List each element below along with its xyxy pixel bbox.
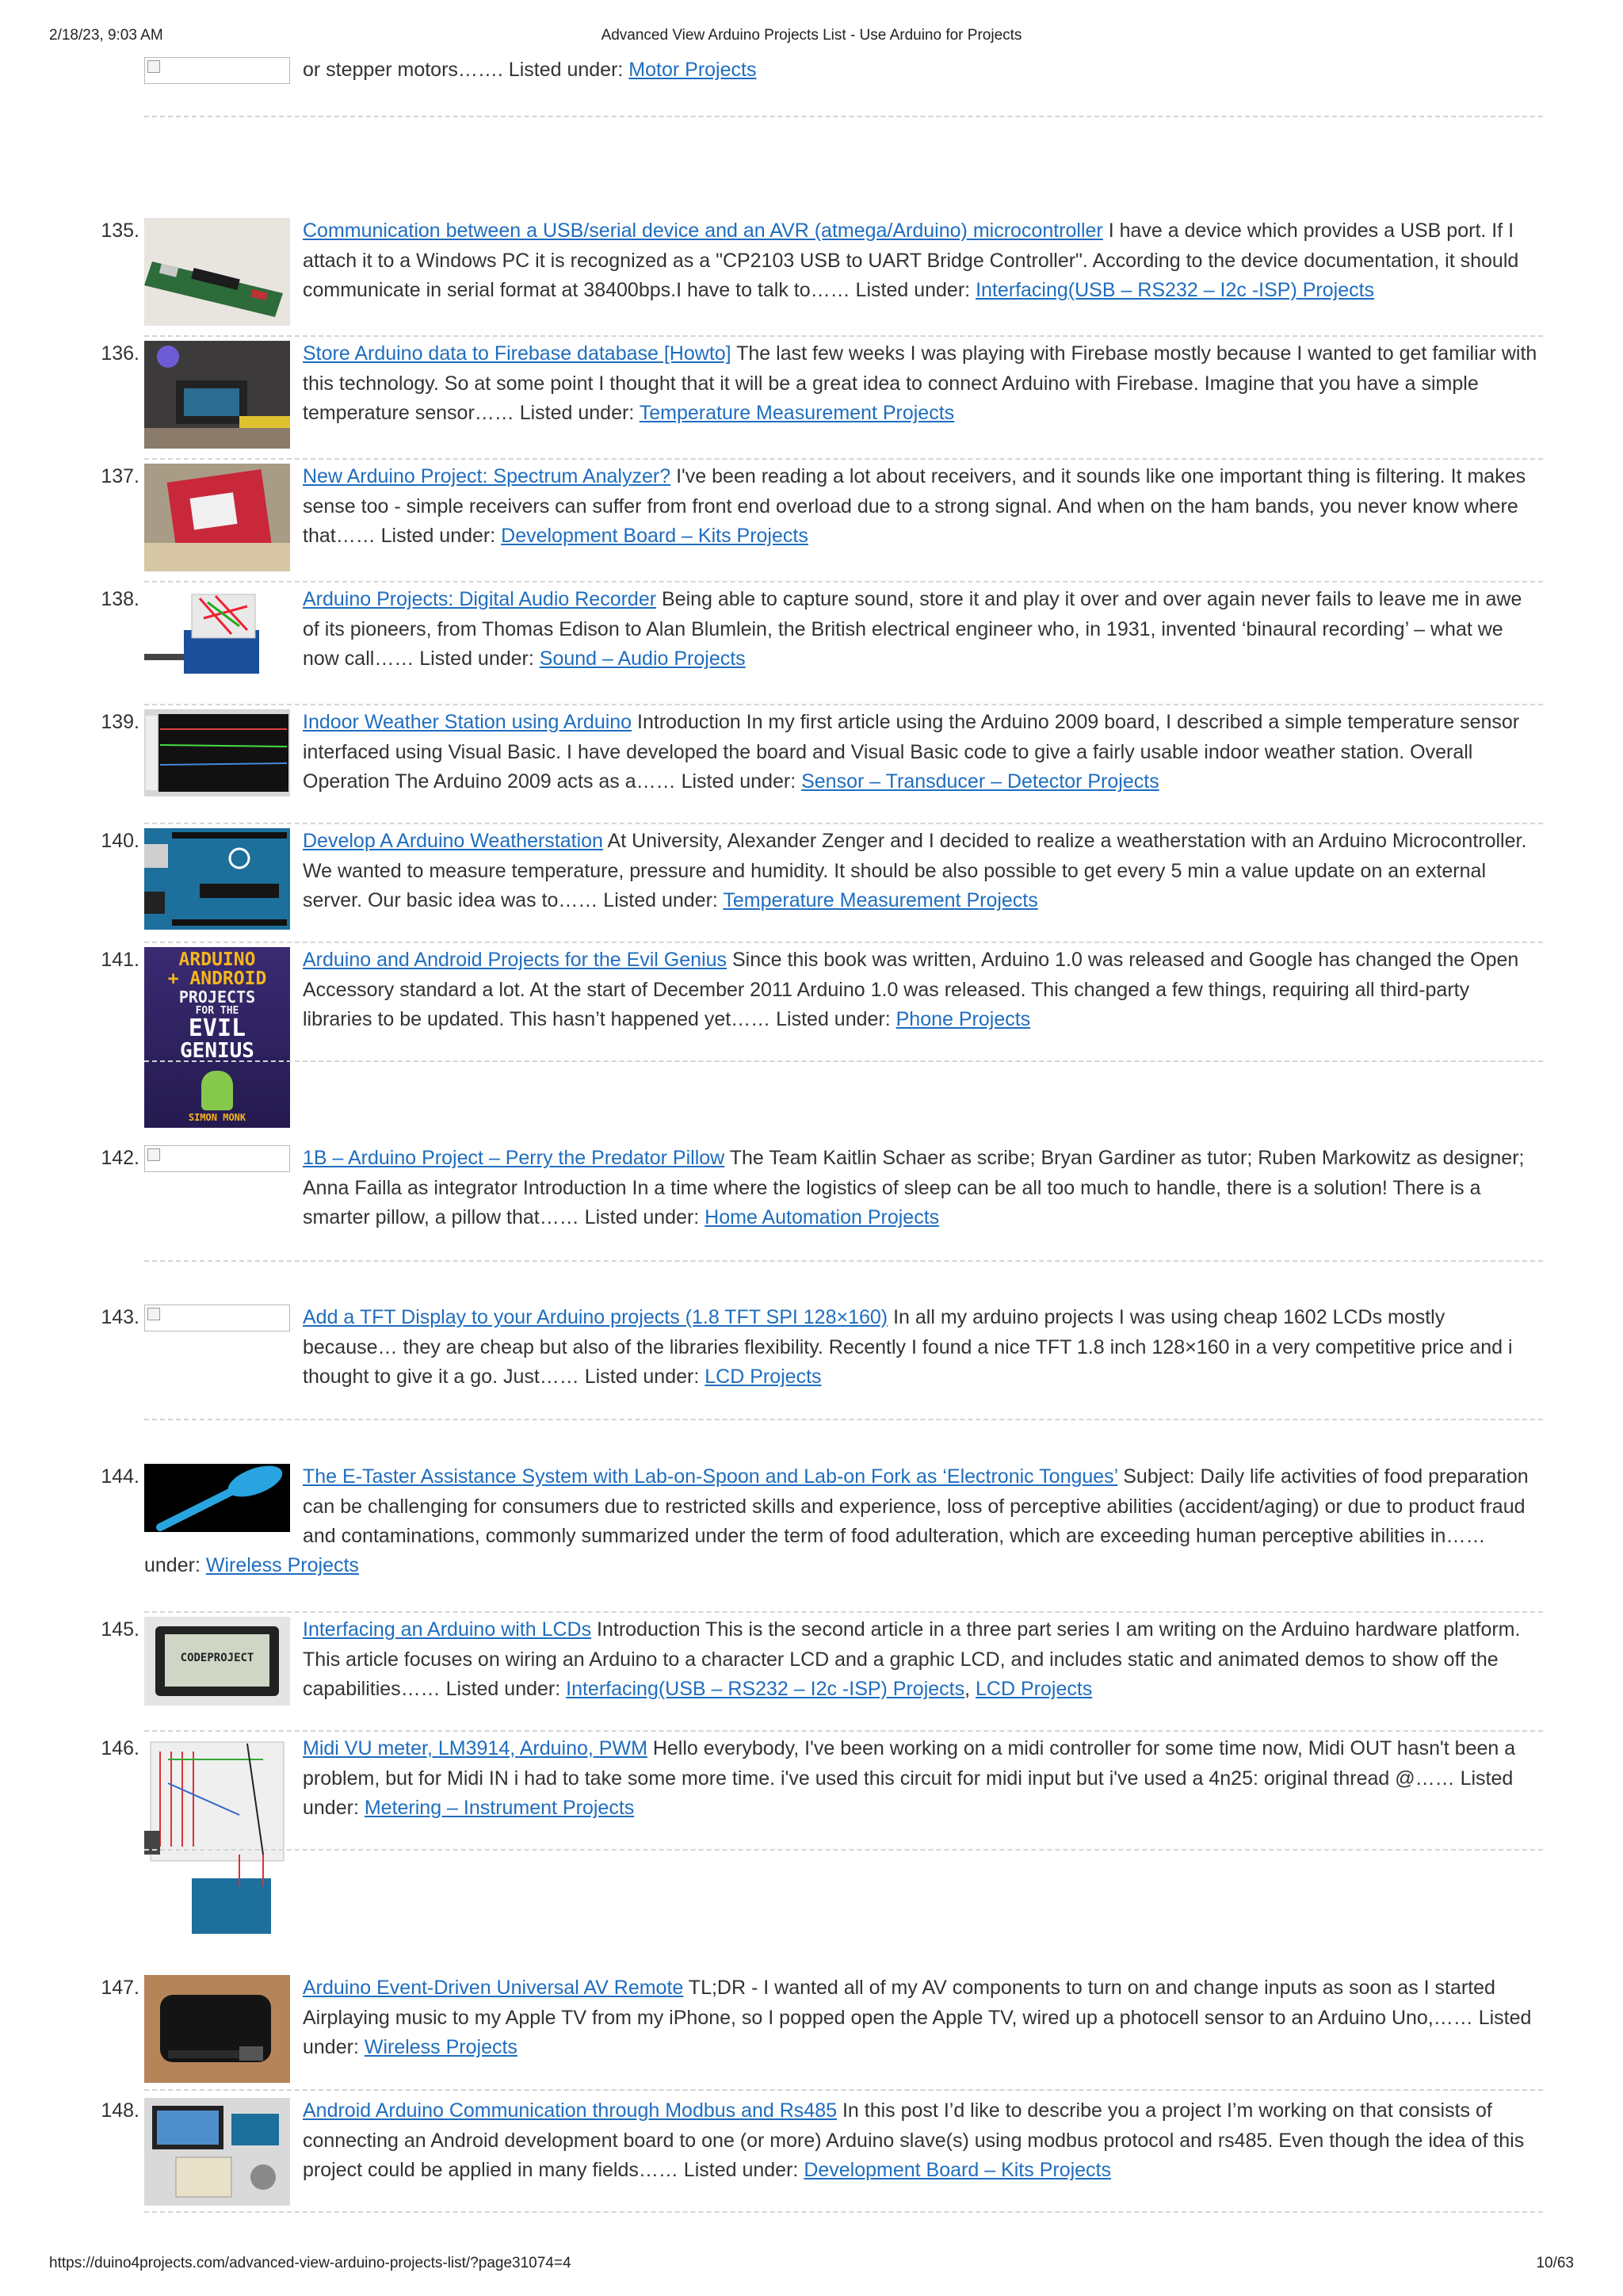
entry-description: or stepper motors……. Listed under: Motor Projects [303, 59, 757, 81]
entry-number: 146. [101, 1737, 139, 1759]
divider [144, 2089, 1543, 2091]
divider [144, 116, 1543, 117]
divider [144, 1849, 1543, 1851]
pcb-board-image [144, 218, 290, 326]
entry-thumbnail[interactable] [144, 2098, 290, 2206]
entry-thumbnail[interactable] [144, 1975, 290, 2083]
red-board-image [144, 464, 290, 571]
category-link[interactable]: Interfacing(USB – RS232 – I2c -ISP) Projects [566, 1678, 965, 1700]
entry-number: 139. [101, 711, 139, 733]
category-link[interactable]: Wireless Projects [364, 2036, 517, 2058]
entry-thumbnail[interactable] [144, 341, 290, 449]
divider [144, 823, 1543, 824]
entry-number: 148. [101, 2099, 139, 2122]
book-cover-image: ARDUINO + ANDROID PROJECTS FOR THE EVIL GENIUS SIMON MONK [144, 947, 290, 1128]
entry-title-link[interactable]: Interfacing an Arduino with LCDs [303, 1618, 592, 1641]
category-link[interactable]: Sound – Audio Projects [539, 648, 746, 670]
entry-title-link[interactable]: Communication between a USB/serial device and an AVR (atmega/Arduino) microcontroller [303, 220, 1103, 242]
entry-description: Midi VU meter, LM3914, Arduino, PWM Hello everybody, I've been working on a midi controller for some time now, Midi OUT hasn't been a problem, but for Midi IN i had to take some more time. i've used this circuit for midi input but i've used a 4n25: original thread @…… Listed under: Metering – Instrument Projects [303, 1737, 1516, 1819]
print-url: https://duino4projects.com/advanced-view-arduino-projects-list/?page31074=4 [49, 2255, 571, 2271]
entry-number: 147. [101, 1977, 139, 1999]
divider [144, 1060, 1543, 1062]
category-link[interactable]: Sensor – Transducer – Detector Projects [801, 770, 1159, 793]
apple-tv-image [144, 1975, 290, 2083]
entry-number: 140. [101, 830, 139, 852]
entry-title-link[interactable]: Indoor Weather Station using Arduino [303, 711, 632, 733]
entry-number: 144. [101, 1465, 139, 1488]
entry-title-link[interactable]: Develop A Arduino Weatherstation [303, 830, 603, 852]
entry-description: New Arduino Project: Spectrum Analyzer? I've been reading a lot about receivers, and it sounds like one important thing is filtering. It makes sense too - simple receivers can suffer from front end overload due to a strong signal. And when on the ham bands, you never know where that…… Listed under: Development Board – Kits Projects [303, 465, 1526, 547]
category-link[interactable]: Wireless Projects [205, 1554, 359, 1576]
divider [144, 1419, 1543, 1420]
entry-description: Arduino and Android Projects for the Evil Genius Since this book was written, Arduino 1.0 was released and Google has changed the Open Accessory standard a lot. At the start of December 2011 Arduino 1.0 was released. This changed a few things, requiring all third-party libraries to be updated. This hasn’t happened yet…… Listed under: Phone Projects [303, 949, 1519, 1030]
entry-description: Store Arduino data to Firebase database [Howto] The last few weeks I was playing with Firebase mostly because I wanted to get familiar with this technology. So at some point I thought that it will be a great idea to connect Arduino with Firebase. Imagine that you have a simple temperature sensor…… Listed under: Temperature Measurement Projects [303, 342, 1537, 424]
category-link[interactable]: Development Board – Kits Projects [501, 525, 808, 547]
device-photo-image [144, 341, 290, 449]
entry-description: 1B – Arduino Project – Perry the Predator Pillow The Team Kaitlin Schaer as scribe; Bryan Gardiner as tutor; Ruben Markowitz as designer; Anna Failla as integrator Introduction In a time where the logistics of sleep can be all too much to handle, there is a solution! There is a smarter pillow, a pillow that…… Listed under: Home Automation Projects [303, 1147, 1525, 1228]
entry-thumbnail[interactable] [144, 586, 290, 694]
entry-title-link[interactable]: Arduino Event-Driven Universal AV Remote [303, 1977, 684, 1999]
entry-thumbnail[interactable] [144, 218, 290, 326]
broken-image-icon [144, 1305, 290, 1331]
arduino-uno-image [144, 828, 290, 930]
breadboard-image [144, 586, 290, 694]
entry-number: 143. [101, 1306, 139, 1328]
entry-number: 138. [101, 588, 139, 610]
entry-title-link[interactable]: The E-Taster Assistance System with Lab-on-Spoon and Lab-on Fork as ‘Electronic Tongues’ [303, 1465, 1118, 1488]
entry-thumbnail[interactable] [144, 464, 290, 571]
entry-title-link[interactable]: Store Arduino data to Firebase database [Howto] [303, 342, 731, 365]
entry-description: Interfacing an Arduino with LCDs Introduction This is the second article in a three part series I am writing on the Arduino hardware platform. This article focuses on wiring an Arduino to a character LCD and a graphic LCD, and includes static and animated demos to show off the capabilities…… Listed under: Interfacing(USB – RS232 – I2c -ISP) Projects, LCD Projects [303, 1618, 1521, 1700]
print-datetime: 2/18/23, 9:03 AM [49, 27, 163, 44]
entry-number: 141. [101, 949, 139, 971]
circuit-diagram-image [144, 1736, 290, 1942]
divider [144, 335, 1543, 337]
entry-number: 137. [101, 465, 139, 487]
entry-thumbnail[interactable] [144, 1617, 290, 1706]
category-link[interactable]: Home Automation Projects [705, 1206, 940, 1228]
entry-description: Develop A Arduino Weatherstation At University, Alexander Zenger and I decided to realize a weatherstation with an Arduino Microcontroller. We wanted to measure temperature, pressure and humidity. It should be also possible to get every 5 min a value update on an external server. Our basic idea was to…… Listed under: Temperature Measurement Projects [303, 830, 1527, 911]
entry-number: 135. [101, 220, 139, 242]
category-link[interactable]: Interfacing(USB – RS232 – I2c -ISP) Projects [976, 279, 1375, 301]
category-link[interactable]: LCD Projects [976, 1678, 1093, 1700]
category-link[interactable]: LCD Projects [705, 1366, 822, 1388]
category-link[interactable]: Temperature Measurement Projects [723, 889, 1038, 911]
entry-thumbnail[interactable] [144, 947, 290, 1128]
broken-image-icon [144, 57, 290, 84]
spoon-image [144, 1464, 290, 1532]
entry-number: 136. [101, 342, 139, 365]
print-page-number: 10/63 [1536, 2255, 1574, 2271]
entry-title-link[interactable]: Arduino and Android Projects for the Evil Genius [303, 949, 727, 971]
entry-thumbnail[interactable] [144, 709, 290, 797]
entry-description: Indoor Weather Station using Arduino Introduction In my first article using the Arduino 2009 board, I described a simple temperature sensor interfaced using Visual Basic. I have developed the board and Visual Basic code to give a fairly usable indoor weather station. Overall Operation The Arduino 2009 acts as a…… Listed under: Sensor – Transducer – Detector Projects [303, 711, 1520, 793]
category-link[interactable]: Motor Projects [628, 59, 757, 81]
print-footer [0, 2255, 1623, 2274]
android-robot-icon [201, 1071, 233, 1110]
category-link[interactable]: Development Board – Kits Projects [804, 2159, 1111, 2181]
lcd-photo-image: CODEPROJECT [144, 1617, 290, 1706]
print-page-title: Advanced View Arduino Projects List - Use Arduino for Projects [601, 27, 1022, 44]
divider [144, 1611, 1543, 1613]
entry-title-link[interactable]: Midi VU meter, LM3914, Arduino, PWM [303, 1737, 647, 1759]
divider [144, 704, 1543, 705]
broken-image-icon [144, 1145, 290, 1172]
divider [144, 581, 1543, 583]
entry-description: Communication between a USB/serial device and an AVR (atmega/Arduino) microcontroller I have a device which provides a USB port. If I attach it to a Windows PC it is recognized as a "CP2103 USB to UART Bridge Controller". According to the device documentation, it should communicate in serial format at 38400bps.I have to talk to…… Listed under: Interfacing(USB – RS232 – I2c -ISP) Projects [303, 220, 1519, 301]
entry-title-link[interactable]: Android Arduino Communication through Modbus and Rs485 [303, 2099, 838, 2122]
entry-description: The E-Taster Assistance System with Lab-on-Spoon and Lab-on Fork as ‘Electronic Tongues’ Subject: Daily life activities of food preparation can be challenging for consumers due to restricted skills and experience, loss of perceptive abilities (accident/aging) or due to product fraud and contaminations, commonly summarized under the term of food adulteration, which are exceeding human perceptive abilities in…… [303, 1465, 1529, 1547]
divider [144, 1730, 1543, 1732]
entry-title-link[interactable]: New Arduino Project: Spectrum Analyzer? [303, 465, 671, 487]
entry-number: 145. [101, 1618, 139, 1641]
divider [144, 1260, 1543, 1262]
entry-description: Arduino Event-Driven Universal AV Remote TL;DR - I wanted all of my AV components to turn on and change inputs as soon as I started Airplaying music to my Apple TV from my iPhone, so I popped open the Apple TV, wired up a photocell sensor to an Arduino Uno,…… Listed under: Wireless Projects [303, 1977, 1532, 2058]
entry-title-link[interactable]: Add a TFT Display to your Arduino projects (1.8 TFT SPI 128×160) [303, 1306, 888, 1328]
entry-number: 142. [101, 1147, 139, 1169]
category-link[interactable]: Phone Projects [896, 1008, 1031, 1030]
list-item [79, 55, 1541, 87]
category-link[interactable]: Metering – Instrument Projects [364, 1797, 635, 1819]
entry-thumbnail[interactable] [144, 1464, 290, 1532]
divider [144, 2211, 1543, 2213]
entry-thumbnail[interactable] [144, 1736, 290, 1942]
entry-thumbnail[interactable] [144, 828, 290, 930]
divider [144, 458, 1543, 460]
entry-description: Android Arduino Communication through Modbus and Rs485 In this post I’d like to describe you a project I’m working on that consists of connecting an Android development board to one (or more) Arduino slave(s) using modbus protocol and rs485. Even though the idea of this project could be applied in many fields…… Listed under: Development Board – Kits Projects [303, 2099, 1525, 2181]
entry-description: Add a TFT Display to your Arduino projects (1.8 TFT SPI 128×160) In all my arduino projects I was using cheap 1602 LCDs mostly because… they are cheap but also of the libraries flexibility. Recently I found a nice TFT 1.8 inch 128×160 in a very competitive price and i thought to give it a go. Just…… Listed under: LCD Projects [303, 1306, 1513, 1388]
software-screenshot-image [144, 709, 290, 797]
entry-description: Arduino Projects: Digital Audio Recorder Being able to capture sound, store it and play it over and over again never fails to leave me in awe of its pioneers, from Thomas Edison to Alan Blumlein, the British electrical engineer who, in 1931, invented ‘binaural recording’ – what we now call…… Listed under: Sound – Audio Projects [303, 588, 1522, 670]
entry-title-link[interactable]: Arduino Projects: Digital Audio Recorder [303, 588, 657, 610]
android-board-image [144, 2098, 290, 2206]
category-link[interactable]: Temperature Measurement Projects [639, 402, 955, 424]
entry-description-continued: under: Wireless Projects [144, 1554, 359, 1576]
divider [144, 942, 1543, 943]
entry-title-link[interactable]: 1B – Arduino Project – Perry the Predator Pillow [303, 1147, 725, 1169]
